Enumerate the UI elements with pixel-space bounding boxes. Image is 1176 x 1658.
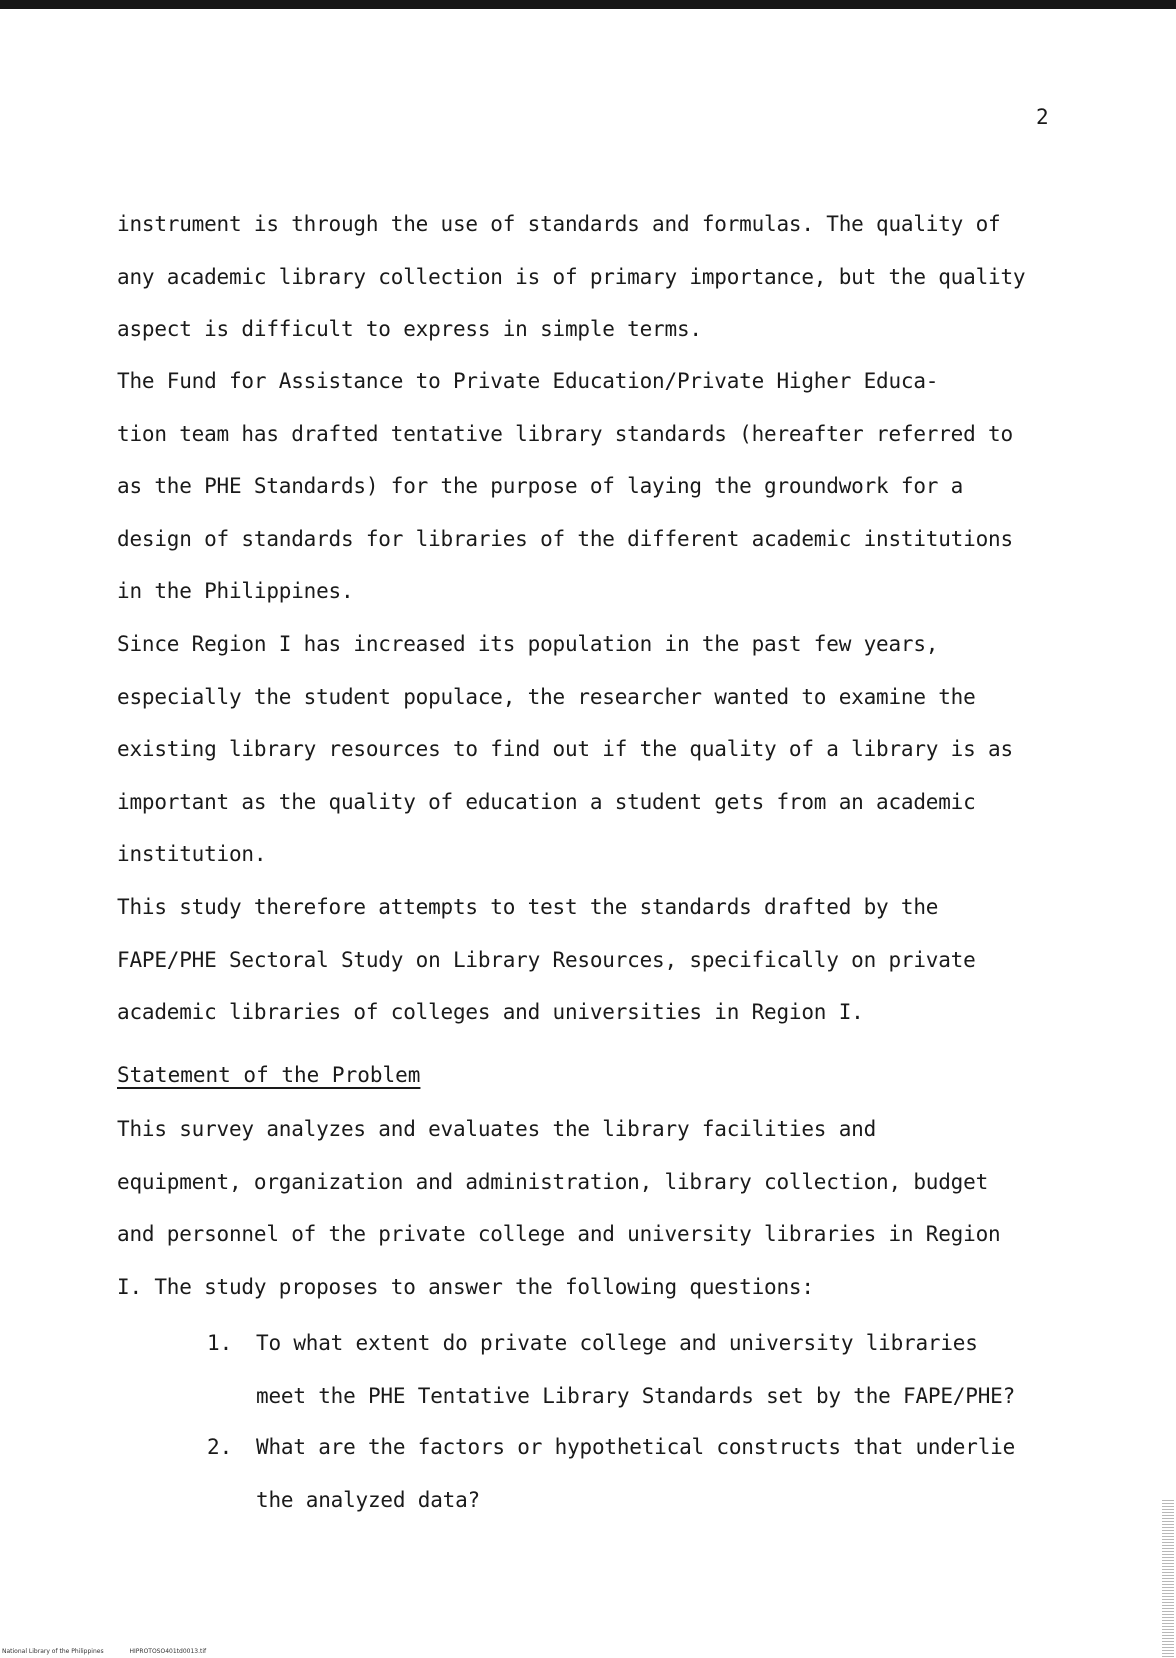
page-number: 2 [1036,105,1049,129]
scan-edge-noise [1162,1500,1174,1658]
question-number: 2. [207,1435,233,1459]
paragraph-1: instrument is through the use of standards and formulas. The quality of any academic library collection is of primary importance, but the quality aspect is difficult to express in simple terms. [117,212,1026,341]
paragraph-3: Since Region I has increased its population in the past few years, especially the student populace, the researcher wanted to examine the existing library resources to find out if the quality of a library is as important as the quality of education a student gets from an academic institution. [117,632,1013,866]
question-text: To what extent do private college and university libraries meet the PHE Tentative Library Standards set by the FAPE/PHE? [256,1331,1016,1408]
paragraph-4: This study therefore attempts to test the standards drafted by the FAPE/PHE Sectoral Study on Library Resources, specifically on private academic libraries of colleges and universities in Region I. [117,895,976,1024]
scan-top-border [0,0,1176,9]
question-number: 1. [207,1331,233,1355]
section-heading: Statement of the Problem [117,1063,421,1087]
scan-footer [2,1648,230,1656]
footer-library-name: National Library of the Philippines [2,1648,104,1655]
section-intro-paragraph: This survey analyzes and evaluates the library facilities and equipment, organization and administration, library collection, budget and personnel of the private college and university libraries in Region I. The study proposes to answer the following questions: [117,1117,1001,1299]
footer-file-id: HIPROTOSO401td0013.tif [129,1648,207,1655]
paragraph-2: The Fund for Assistance to Private Education/Private Higher Educa- tion team has drafted tentative library standards (hereafter referred to as the PHE Standards) for the purpose of laying the groundwork for a design of standards for libraries of the different academic institutions in the Philippines. [117,369,1013,603]
question-text: What are the factors or hypothetical constructs that underlie the analyzed data? [256,1435,1016,1512]
